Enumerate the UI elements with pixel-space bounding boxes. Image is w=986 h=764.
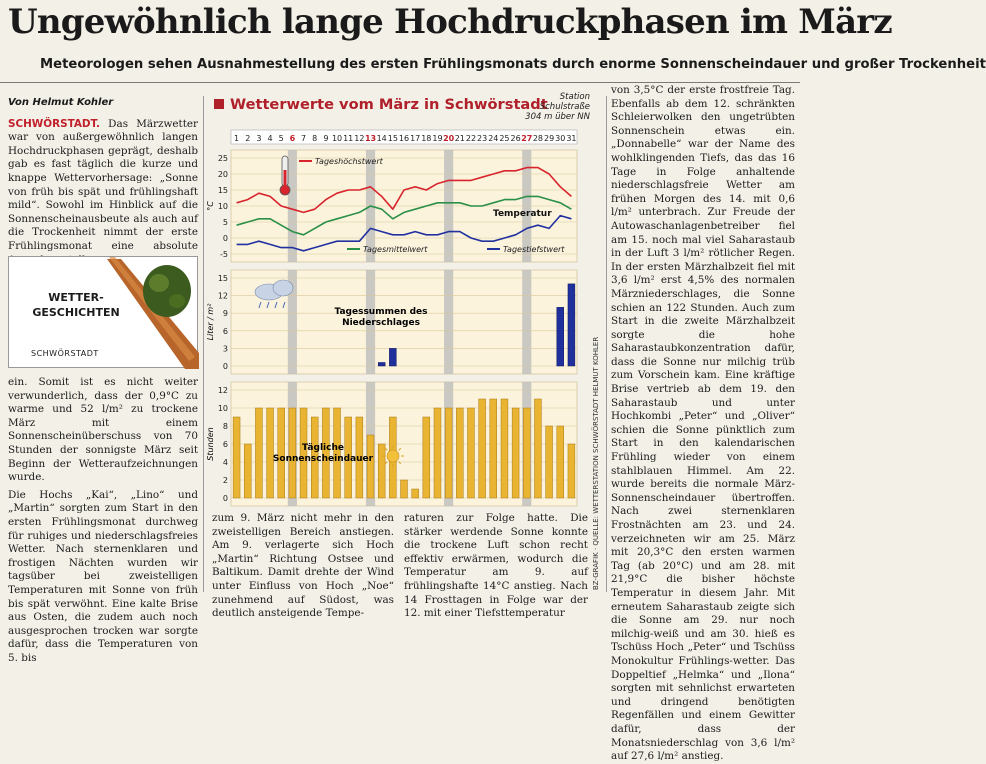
ytick-label-0-10: 10 — [217, 202, 228, 211]
bar-1-day-31 — [568, 284, 575, 366]
day-label-18: 18 — [421, 134, 432, 143]
day-label-26: 26 — [510, 134, 521, 143]
day-label-6: 6 — [289, 134, 296, 143]
ytick-label-2-2: 2 — [222, 476, 228, 485]
column-3 — [404, 512, 588, 621]
station-info — [520, 92, 590, 122]
bar-2-day-21 — [456, 408, 463, 498]
station-line-3: 304 m über NN — [525, 112, 590, 122]
day-label-15: 15 — [387, 134, 398, 143]
header-rule — [0, 82, 800, 83]
weather-chart — [203, 124, 589, 512]
day-label-13: 13 — [364, 134, 377, 143]
ylabel-2: Stunden — [206, 427, 215, 461]
ytick-label-0-5: 5 — [222, 218, 228, 227]
bar-2-day-14 — [378, 444, 385, 498]
bar-2-day-18 — [423, 417, 430, 498]
bar-2-day-23 — [479, 399, 486, 498]
column-1-top — [8, 96, 198, 267]
day-label-7: 7 — [301, 134, 307, 143]
bar-2-day-25 — [501, 399, 508, 498]
bar-2-day-29 — [546, 426, 553, 498]
day-label-5: 5 — [278, 134, 284, 143]
column-1-bottom — [8, 376, 198, 665]
ytick-label-2-6: 6 — [222, 440, 228, 449]
bar-2-day-26 — [512, 408, 519, 498]
bar-2-day-3 — [255, 408, 262, 498]
station-line-1: Station — [559, 92, 590, 102]
bar-2-day-30 — [557, 426, 564, 498]
ytick-label-1-6: 6 — [222, 326, 228, 336]
article-text-col4: von 3,5°C der erste frostfreie Tag. Ebenfalls ab dem 12. schränkten Schleierwolken den ungetrübten Sonnenschein etwas ein. „Donnabelle“ war der Name des wohlklingenden Tiefs, das das 16 Tage in Folge anhaltende niederschlagsfreie Wetter am frühen Morgen des 14. mit 0,6 l/m² unterbrach. Zur Freude der Autowaschanlagenbetreiber fiel am 15. noch mal viel Saharastaub in der Luft 3 l/m² rötlicher Regen. In der ersten Märzhalbzeit fiel mit 3,6 l/m² erst 4,5% des normalen Märzniederschlages, die Sonne schien an 122 Stunden. Auch zum Start in die zweite Märzhalbzeit sorgte die hohe Saharastaubkonzentration dafür, dass die Sonne nur milchig trüb zum Vorschein kam. Eine kräftige Brise vertrieb ab dem 19. den Saharastaub und unter Hochkombi „Peter“ und „Oliver“ schien die Sonne pünktlich zum Start in den kalendarischen Frühling wieder von einem stahlblauen Himmel. Am 22. wurde bereits die normale März-Sonnenscheindauer übertroffen. Nach zwei sternenklaren Frostnächten am 23. und 24. verzeichneten wir am 25. März mit 20,3°C den ersten warmen Tag (ab 20°C) und am 28. mit 21,9°C die bisher höchste Temperatur in diesem Jahr. Mit erneutem Saharastaub zeigte sich die Sonne am 29. nur noch milchig-weiß und am 30. hieß es Tschüss Hoch „Peter“ und Tschüss Monokultur Frühlings-wetter. Das Doppeltief „Helmka“ und „Ilona“ sorgten mit sehnlichst erwarteten und dringend benötigten Regenfällen und einem Gewitter dafür, dass der Monatsniederschlag von 3,6 l/m² auf 27,6 l/m² anstieg. — [611, 84, 795, 763]
day-label-21: 21 — [454, 134, 465, 143]
headline: Ungewöhnlich lange Hochdruckphasen im März — [8, 2, 892, 42]
panel-title-sun-line2: Sonnenscheindauer — [272, 454, 374, 464]
day-label-14: 14 — [376, 134, 387, 143]
ytick-label-0-0: 0 — [222, 234, 228, 243]
day-label-31: 31 — [566, 134, 577, 143]
day-label-23: 23 — [477, 134, 488, 143]
legend-label-1: Tagesmittelwert — [363, 245, 428, 254]
day-label-28: 28 — [532, 134, 544, 143]
author-byline: Von Helmut Kohler — [8, 97, 114, 108]
ytick-label-0-15: 15 — [217, 186, 228, 195]
bar-2-day-17 — [412, 489, 419, 498]
ytick-label-1-12: 12 — [217, 291, 228, 301]
bar-2-day-6 — [289, 408, 296, 498]
ytick-label-2-0: 0 — [222, 494, 228, 503]
bar-2-day-9 — [322, 408, 329, 498]
ytick-label-2-10: 10 — [217, 404, 228, 413]
panel-title-rain-line1: Tagessummen des — [334, 307, 428, 317]
panel-title-rain-line2: Niederschlages — [342, 318, 420, 328]
column-2 — [212, 512, 394, 621]
ytick-label-0--5: -5 — [220, 250, 228, 259]
wetter-geschichten-teaser — [8, 256, 198, 368]
column-divider-2 — [606, 96, 607, 592]
legend-label-2: Tagestiefstwert — [503, 245, 565, 254]
chart-title — [214, 96, 548, 113]
bar-1-day-30 — [557, 307, 564, 366]
bar-2-day-7 — [300, 408, 307, 498]
ytick-label-0-25: 25 — [217, 154, 228, 163]
day-label-29: 29 — [544, 134, 555, 143]
article-text-col2: zum 9. März nicht mehr in den zweistelligen Bereich anstiegen. Am 9. verlagerte sich Hoch „Martin“ Richtung Ostsee und Baltikum. Damit drehte der Wind unter Einfluss von Hoch „Noe“ zunehmend auf Südost, was deutlich ansteigende Tempe- — [212, 512, 394, 620]
bar-2-day-27 — [523, 408, 530, 498]
bar-2-day-28 — [534, 399, 541, 498]
ylabel-1: Liter / m² — [206, 303, 215, 341]
bar-1-day-14 — [378, 362, 385, 366]
day-label-20: 20 — [443, 134, 455, 143]
sun-disc — [387, 450, 399, 462]
day-label-3: 3 — [256, 134, 262, 143]
chart-title-text: Wetterwerte vom März in Schwörstadt — [230, 96, 548, 113]
bar-2-day-31 — [568, 444, 575, 498]
ytick-label-2-12: 12 — [217, 386, 228, 395]
highlight-column-1-27 — [522, 270, 531, 374]
day-label-10: 10 — [331, 134, 343, 143]
column-4 — [611, 84, 795, 764]
bar-2-day-19 — [434, 408, 441, 498]
day-label-12: 12 — [354, 134, 365, 143]
day-label-22: 22 — [465, 134, 477, 143]
legend-label-0: Tageshöchstwert — [315, 157, 383, 166]
day-label-25: 25 — [499, 134, 510, 143]
day-label-27: 27 — [521, 134, 533, 143]
bar-2-day-4 — [267, 408, 274, 498]
bar-2-day-5 — [278, 408, 285, 498]
bar-2-day-2 — [244, 444, 251, 498]
teaser-title — [31, 290, 121, 320]
bar-2-day-16 — [401, 480, 408, 498]
teaser-title-line1: WETTER- — [48, 291, 104, 304]
bar-2-day-13 — [367, 435, 374, 498]
panel-title-temperature: Temperatur — [493, 209, 552, 219]
bar-2-day-1 — [233, 417, 240, 498]
day-label-9: 9 — [323, 134, 329, 143]
title-square-icon — [214, 99, 224, 109]
ytick-label-0-20: 20 — [217, 170, 228, 179]
teaser-title-line2: GESCHICHTEN — [32, 306, 120, 319]
day-label-2: 2 — [245, 134, 251, 143]
subheadline: Meteorologen sehen Ausnahmestellung des ersten Frühlingsmonats durch enorme Sonnenscheindauer und großer Trockenheit — [40, 57, 986, 72]
panel-title-sun-line1: Tägliche — [302, 443, 344, 453]
bar-1-day-15 — [389, 348, 396, 366]
article-text-col3: raturen zur Folge hatte. Die stärker werdende Sonne konnte die trockene Luft schon recht effektiv erwärmen, wodurch die Temperatur am 9. auf frühlingshafte 14°C anstieg. Nach 14 Frosttagen in Folge war der 12. mit einer Tiefsttemperatur — [404, 512, 588, 620]
dateline: SCHWÖRSTADT. — [8, 117, 100, 130]
ytick-label-1-0: 0 — [222, 362, 228, 371]
day-label-17: 17 — [410, 134, 421, 143]
day-label-24: 24 — [488, 134, 499, 143]
article-paragraph-1-end: ein. Somit ist es nicht weiter verwunderlich, dass der 0,9°C zu warme und 52 l/m² zu trockene März mit einem Sonnenscheinüberschuss von 70 Stunden der sonnigste März seit Beginn der Wetteraufzeichnungen wurde. — [8, 376, 198, 484]
article-paragraph-2: Die Hochs „Kai“, „Lino“ und „Martin“ sorgten zum Start in den ersten Frühlingsmonat durchweg für ruhiges und niederschlagsfreies Wetter. Nach sternenklaren und frostigen Nächten wurden wir tagsüber bei zweistelligen Temperaturen mit Sonne von früh bis spät verwöhnt. Eine kalte Brise aus Osten, die zudem auch noch ausgesprochen trocken war sorgte dafür, dass die Temperaturen von 5. bis — [8, 488, 198, 664]
bar-2-day-24 — [490, 399, 497, 498]
ytick-label-1-15: 15 — [217, 274, 228, 283]
day-label-8: 8 — [312, 134, 318, 143]
source-credit: BZ-GRAFIK · QUELLE: WETTERSTATION SCHWÖRSTADT HELMUT KOHLER — [592, 336, 600, 590]
ytick-label-1-3: 3 — [222, 344, 228, 354]
day-label-16: 16 — [398, 134, 410, 143]
day-label-19: 19 — [432, 134, 443, 143]
ylabel-0: °C — [206, 201, 215, 211]
station-line-2: Schulstraße — [539, 102, 590, 112]
day-label-30: 30 — [555, 134, 566, 143]
bar-2-day-22 — [468, 408, 475, 498]
cloud-part-2 — [273, 280, 293, 296]
thermometer-fill — [284, 170, 287, 188]
bar-2-day-20 — [445, 408, 452, 498]
day-label-1: 1 — [234, 134, 240, 143]
teaser-place: SCHWÖRSTADT — [31, 349, 99, 358]
day-label-4: 4 — [267, 134, 273, 143]
day-label-11: 11 — [343, 134, 354, 143]
highlight-column-1-20 — [444, 270, 453, 374]
bar-2-day-10 — [334, 408, 341, 498]
article-intro: Das Märzwetter war von außergewöhnlich langen Hochdruckphasen geprägt, deshalb gab es fast täglich die kurze und knappe Wettervorhersage: „Sonne von früh bis spät und frühlingshaft mild“. Sowohl im Hinblick auf die Sonnenscheinausbeute als auch auf die Trockenheit nimmt der erste Frühlingsmonat eine absolute — [8, 117, 198, 252]
ytick-label-2-8: 8 — [222, 422, 228, 431]
ytick-label-1-9: 9 — [222, 309, 228, 319]
ytick-label-2-4: 4 — [222, 458, 228, 467]
